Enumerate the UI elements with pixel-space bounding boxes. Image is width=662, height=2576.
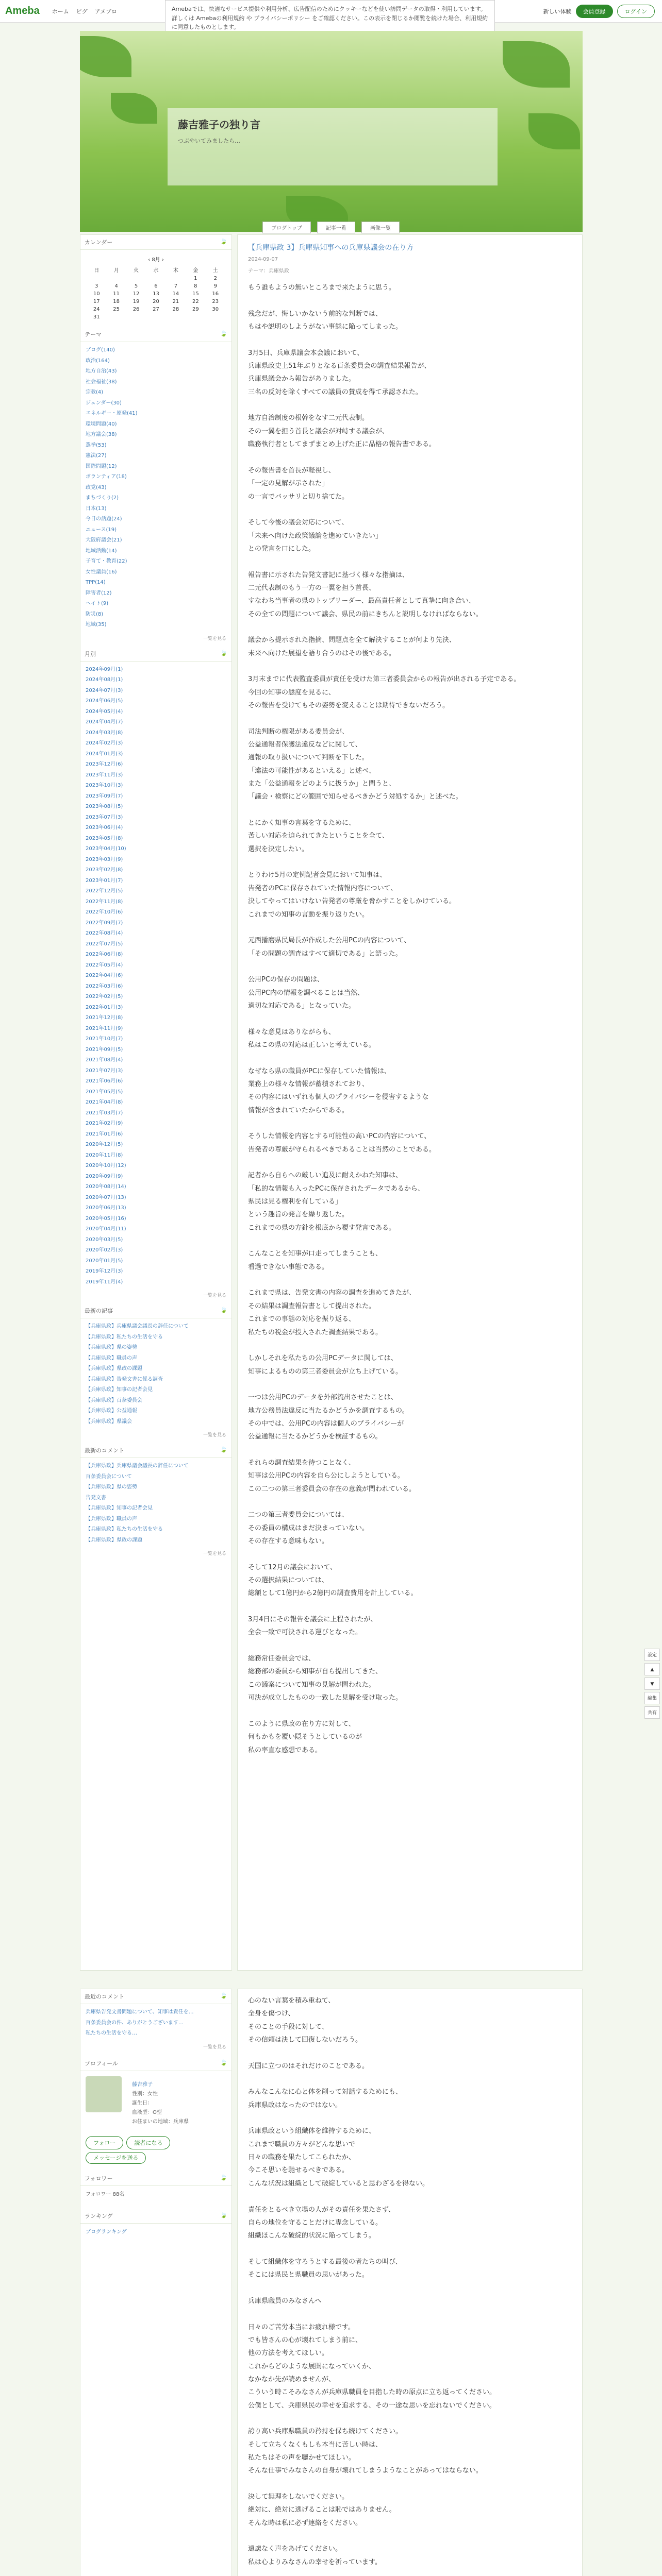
theme-list	[80, 342, 231, 634]
monthly-item[interactable]: 2020年12月(5)	[86, 1142, 123, 1147]
archive-list	[80, 1318, 231, 1430]
monthly-item[interactable]: 2021年03月(7)	[86, 1110, 123, 1116]
left-sidebar	[80, 234, 232, 1971]
recent-item[interactable]: 兵庫県告発文書問題について、知事は責任を…	[86, 2009, 194, 2015]
monthly-more-link[interactable]: 一覧を見る	[203, 1293, 226, 1298]
share-button[interactable]: 共有	[644, 1706, 660, 1719]
calendar-day: 27	[153, 307, 159, 312]
entry-panel	[237, 234, 583, 1971]
leaf-decoration-icon	[80, 36, 131, 77]
message-wrap	[80, 2149, 231, 2166]
calendar-day: 14	[172, 291, 179, 297]
calendar-day: 19	[133, 299, 140, 304]
nav-image-list[interactable]: 画像一覧	[361, 222, 400, 233]
archive-item[interactable]: 【兵庫県政】告発文書に係る調査	[86, 1376, 163, 1382]
left-sidebar-lower	[80, 1989, 232, 2576]
profile-line: 血液型：O型	[132, 2109, 162, 2115]
theme-item[interactable]: 社会福祉(38)	[86, 379, 117, 385]
scroll-down-button[interactable]: ▼	[644, 1677, 660, 1690]
recent-item[interactable]: 百条委員会の件、ありがとうございます…	[86, 2020, 184, 2026]
top-nav	[52, 7, 117, 15]
reader-button[interactable]: 読者になる	[126, 2136, 170, 2149]
message-button[interactable]: メッセージを送る	[86, 2152, 146, 2164]
comments-list	[80, 1458, 231, 1549]
profile-name[interactable]: 藤吉雅子	[132, 2081, 153, 2088]
theme-item[interactable]: ニュース(19)	[86, 527, 117, 533]
calendar-day	[126, 275, 146, 282]
monthly-item[interactable]: 2022年11月(8)	[86, 899, 123, 905]
cookie-text: Amebaでは、快適なサービス提供や利用分析、広告配信のためにクッキーなどを使い訪問データの取得・利用しています。詳しくは Amebaの利用規約 や プライバシーポリシー をご確認ください。この表示を閉じるか閲覧を続けた場合、利用規約に同意したものとします。	[172, 6, 488, 31]
monthly-list	[80, 662, 231, 1291]
calendar-day	[166, 313, 186, 321]
monthly-item[interactable]: 2022年10月(6)	[86, 909, 123, 915]
profile-line: 誕生日：	[132, 2100, 153, 2106]
monthly-item[interactable]: 2024年01月(3)	[86, 751, 123, 757]
archive-item[interactable]: 【兵庫県政】県政の課題	[86, 1366, 142, 1371]
entry-title[interactable]: 【兵庫県政 3】兵庫県知事への兵庫県議会の在り方	[248, 244, 414, 252]
ameba-logo[interactable]: Ameba	[5, 5, 40, 16]
theme-item[interactable]: 地域(35)	[86, 622, 107, 628]
entry-theme[interactable]: テーマ：兵庫県政	[248, 268, 289, 274]
monthly-item[interactable]: 2020年04月(11)	[86, 1226, 126, 1232]
leaf-icon: 🍃	[220, 1307, 227, 1313]
monthly-item[interactable]: 2022年01月(3)	[86, 1004, 123, 1010]
monthly-item[interactable]: 2023年06月(4)	[86, 825, 123, 831]
calendar	[80, 250, 231, 324]
calendar-day	[166, 275, 186, 282]
monthly-item[interactable]: 2022年06月(8)	[86, 952, 123, 957]
calendar-day: 9	[213, 283, 217, 289]
archive-more-link[interactable]: 一覧を見る	[203, 1433, 226, 1438]
recent-list	[80, 2004, 231, 2042]
monthly-item[interactable]: 2022年07月(5)	[86, 941, 123, 947]
entry-panel-lower	[237, 1989, 583, 2576]
blog-subtitle: つぶやいてみましたら…	[178, 138, 240, 144]
profile-line: お住まいの地域：兵庫県	[132, 2119, 189, 2125]
theme-item[interactable]: ヘイト(9)	[86, 601, 109, 606]
monthly-item[interactable]: 2020年11月(8)	[86, 1152, 123, 1158]
title-box	[168, 108, 498, 185]
theme-item[interactable]: 地方議会(38)	[86, 432, 117, 437]
calendar-day: 30	[212, 307, 219, 312]
monthly-item[interactable]: 2023年08月(5)	[86, 804, 123, 809]
monthly-item[interactable]: 2022年09月(7)	[86, 920, 123, 926]
ranking-title: ランキング 🍃	[80, 2209, 231, 2224]
calendar-day: 31	[93, 314, 100, 320]
monthly-item[interactable]: 2024年03月(8)	[86, 730, 123, 736]
archive-item[interactable]: 【兵庫県政】兵庫県議会議長の辞任について	[86, 1324, 189, 1329]
monthly-item[interactable]: 2020年10月(12)	[86, 1163, 126, 1168]
calendar-weekday: 月	[113, 268, 119, 274]
calendar-day: 13	[153, 291, 159, 297]
archive-item[interactable]: 【兵庫県政】私たちの生活を守る	[86, 1334, 163, 1340]
hint-text: 新しい体験	[543, 8, 572, 15]
blog-title[interactable]: 藤吉雅子の独り言	[178, 120, 260, 131]
leaf-icon: 🍃	[220, 2059, 227, 2066]
monthly-item[interactable]: 2023年02月(8)	[86, 867, 123, 873]
calendar-day: 24	[93, 307, 100, 312]
monthly-item[interactable]: 2023年12月(6)	[86, 761, 123, 767]
monthly-item[interactable]: 2020年05月(16)	[86, 1215, 126, 1222]
calendar-day: 15	[192, 291, 199, 297]
calendar-day	[146, 313, 166, 321]
monthly-item[interactable]: 2019年11月(4)	[86, 1279, 123, 1285]
login-button[interactable]: ログイン	[617, 5, 655, 18]
theme-item[interactable]: 地域活動(14)	[86, 548, 117, 554]
monthly-item[interactable]: 2024年05月(4)	[86, 708, 123, 715]
leaf-icon: 🍃	[220, 2174, 227, 2181]
calendar-day: 16	[212, 291, 219, 297]
calendar-day: 5	[134, 283, 138, 289]
comment-item[interactable]: 【兵庫県政】県政の課題	[86, 1537, 142, 1543]
monthly-item[interactable]: 2020年01月(5)	[86, 1258, 123, 1264]
theme-item[interactable]: 防災(8)	[86, 611, 104, 617]
monthly-item[interactable]: 2020年08月(14)	[86, 1184, 126, 1190]
profile-actions	[80, 2136, 231, 2149]
edit-button[interactable]: 編集	[644, 1692, 660, 1704]
calendar-day: 2	[213, 276, 217, 281]
monthly-item[interactable]: 2021年01月(6)	[86, 1131, 123, 1137]
calendar-day: 11	[113, 291, 120, 297]
floating-toolbar	[644, 1649, 660, 1719]
monthly-item[interactable]: 2020年03月(5)	[86, 1236, 123, 1243]
monthly-item[interactable]: 2023年07月(3)	[86, 814, 123, 820]
theme-item[interactable]: 日本(13)	[86, 505, 107, 512]
avatar[interactable]	[86, 2076, 122, 2112]
theme-item[interactable]: TPP(14)	[86, 580, 106, 585]
calendar-weekday: 水	[153, 268, 159, 274]
monthly-item[interactable]: 2023年04月(10)	[86, 846, 126, 852]
calendar-weekday: 木	[173, 268, 178, 274]
follow-button[interactable]: フォロー	[86, 2136, 123, 2149]
nav-blog-top[interactable]: ブログトップ	[262, 222, 311, 233]
comment-item[interactable]: 百条委員会について	[86, 1473, 132, 1480]
monthly-item[interactable]: 2021年12月(8)	[86, 1015, 123, 1021]
monthly-item[interactable]: 2021年06月(6)	[86, 1078, 123, 1084]
calendar-title: カレンダー 🍃	[80, 235, 231, 250]
followers-title: フォロワー 🍃	[80, 2171, 231, 2186]
comment-item[interactable]: 【兵庫県政】職員の声	[86, 1516, 137, 1522]
calendar-day: 20	[153, 299, 159, 304]
comment-item[interactable]: 【兵庫県政】県の姿勢	[86, 1484, 137, 1490]
scroll-up-button[interactable]: ▲	[644, 1663, 660, 1675]
monthly-title: 月別 🍃	[80, 647, 231, 662]
calendar-weekday: 土	[212, 268, 218, 274]
calendar-day	[87, 275, 106, 282]
leaf-icon: 🍃	[220, 1992, 227, 1999]
theme-item[interactable]: 女性議員(16)	[86, 569, 117, 575]
calendar-day: 7	[174, 283, 178, 289]
theme-item[interactable]: 障害者(12)	[86, 590, 112, 596]
monthly-item[interactable]: 2022年04月(6)	[86, 973, 123, 978]
comment-item[interactable]: 【兵庫県政】私たちの生活を守る	[86, 1527, 163, 1532]
comment-item[interactable]: 【兵庫県政】知事の記者会見	[86, 1505, 153, 1511]
monthly-item[interactable]: 2023年09月(7)	[86, 793, 123, 799]
calendar-day: 22	[192, 299, 199, 304]
theme-more-link[interactable]: 一覧を見る	[203, 636, 226, 641]
profile-info	[127, 2076, 194, 2131]
monthly-item[interactable]: 2024年06月(5)	[86, 698, 123, 704]
calendar-day: 26	[133, 307, 140, 312]
monthly-item[interactable]: 2021年11月(9)	[86, 1025, 123, 1031]
theme-item[interactable]: 地方自治(43)	[86, 368, 117, 374]
archive-item[interactable]: 【兵庫県政】知事の記者会見	[86, 1387, 153, 1393]
calendar-day: 29	[192, 307, 199, 312]
calendar-month: ‹ 8月 ›	[148, 257, 164, 263]
theme-title: テーマ 🍃	[80, 327, 231, 342]
archive-item[interactable]: 【兵庫県政】百条委員会	[86, 1397, 142, 1403]
archive-item[interactable]: 【兵庫県政】県の姿勢	[86, 1345, 137, 1350]
monthly-item[interactable]: 2022年12月(5)	[86, 888, 123, 894]
calendar-day: 18	[113, 299, 120, 304]
settings-button[interactable]: 設定	[644, 1649, 660, 1661]
leaf-icon: 🍃	[220, 330, 227, 337]
monthly-item[interactable]: 2024年04月(7)	[86, 719, 123, 725]
calendar-day: 21	[172, 299, 179, 304]
calendar-day: 6	[154, 283, 158, 289]
calendar-day	[186, 313, 205, 321]
calendar-weekday: 金	[193, 268, 198, 274]
theme-item[interactable]: 政治(164)	[86, 358, 110, 364]
monthly-item[interactable]: 2021年08月(4)	[86, 1057, 123, 1063]
theme-item[interactable]: 環境問題(40)	[86, 421, 117, 427]
archive-title: 最新の記事 🍃	[80, 1303, 231, 1318]
calendar-day: 28	[172, 307, 179, 312]
followers-count[interactable]: フォロワー 88名	[86, 2191, 125, 2197]
blog-header	[80, 31, 583, 232]
theme-item[interactable]: ブログ(140)	[86, 347, 115, 353]
monthly-item[interactable]: 2022年03月(6)	[86, 983, 123, 989]
comments-more-link[interactable]: 一覧を見る	[203, 1551, 226, 1556]
recent-more-link[interactable]: 一覧を見る	[203, 2044, 226, 2050]
calendar-day: 12	[133, 291, 140, 297]
monthly-item[interactable]: 2019年12月(3)	[86, 1268, 123, 1274]
monthly-item[interactable]: 2020年06月(13)	[86, 1205, 126, 1211]
theme-item[interactable]: エネルギー・原発(41)	[86, 411, 138, 416]
calendar-day	[106, 275, 126, 282]
monthly-item[interactable]: 2020年09月(9)	[86, 1173, 123, 1179]
nav-pigg[interactable]: ピグ	[76, 8, 88, 15]
monthly-item[interactable]: 2024年02月(3)	[86, 740, 123, 746]
theme-item[interactable]: ジェンダー(30)	[86, 400, 122, 406]
monthly-item[interactable]: 2022年02月(5)	[86, 994, 123, 999]
leaf-decoration-icon	[503, 41, 570, 88]
monthly-item[interactable]: 2022年05月(4)	[86, 962, 123, 968]
theme-item[interactable]: まちづくり(2)	[86, 495, 119, 501]
archive-item[interactable]: 【兵庫県政】職員の声	[86, 1355, 137, 1361]
theme-item[interactable]: 大阪府議会(21)	[86, 537, 122, 543]
monthly-item[interactable]: 2024年08月(1)	[86, 677, 123, 683]
nav-home[interactable]: ホーム	[52, 8, 69, 15]
calendar-day	[106, 313, 126, 321]
monthly-item[interactable]: 2021年05月(5)	[86, 1089, 123, 1095]
nav-ameblo[interactable]: アメブロ	[94, 8, 118, 15]
calendar-day	[126, 313, 146, 321]
archive-item[interactable]: 【兵庫県政】県議会	[86, 1418, 132, 1425]
monthly-item[interactable]: 2022年08月(4)	[86, 930, 123, 936]
theme-item[interactable]: 政党(43)	[86, 484, 107, 490]
calendar-day: 8	[194, 283, 197, 289]
header-nav	[0, 222, 662, 233]
calendar-weekday: 火	[134, 268, 139, 274]
calendar-day	[206, 313, 225, 321]
comment-item[interactable]: 告発文書	[86, 1495, 106, 1501]
calendar-day: 1	[194, 276, 197, 281]
theme-item[interactable]: 宗教(4)	[86, 389, 104, 395]
monthly-item[interactable]: 2020年07月(13)	[86, 1194, 126, 1200]
entry-body: もう誰もようの無いところまで来たように思う。 残念だが、悔しいかないう前的な判断では、 もはや説明のしようがない事態に陥ってしまった。 3月5日、兵庫県議会本会議において、 兵庫県政史上51年ぶりとなる百条委員会の調査結果報告が、 兵庫県議会から報告がありました。 三名の反対を除くすべての議員の賛成を得て承認された。 地方自治制度の根幹をなす二元代表制。 その一翼を担う首長と議会が対峙する議会が、 職務執行者としてまずまとめ上げた正に品格の報告書である。 その報告書を首長が軽視し、 「一定の見解が示された」 の一言でバッサリと切り捨てた。 そして今後の議会対応について、 「未来へ向けた政策議論を進めていきたい」 との発言を口にした。 報告書に示された告発文書記に基づく様々な指摘は、 二元代表制のもう一方の一翼を担う首長、 すなわち当事者の県のトップリーダー、最高責任者として真摯に向き合い、 その全ての問題について議会、県民の前にきちんと説明しなければならない。 議会から提示された指摘、問題点を全て解決することが何より先決、 未来へ向けた展望を語り合うのはその後である。 3月末までに代表監査委員が責任を受けた第三者委員会からの報告が出される予定である。 今回の知事の態度を見るに、 その報告を受けてもその姿勢を変えることは期待できないだろう。 司法判断の権限がある委員会が、 公益通報者保護法違反などに関して、 通報の取り扱いについて判断を下した。 「違法の可能性があるといえる」と述べ、 また「公益通報をどのように扱うか」と問うと、 「議会・検察にどの範囲で知らせるべきかどう対処するか」と述べた。 とにかく知事の言葉を守るために、 苦しい対応を迫られてきたということを全て、 選択を決定したい。 とりわけ5月の定例記者会見において知事は、 告発者のPCに保存されていた情報内容について、 決してやってはいけない告発者の尊厳を脅かすことをしかけている。 これまでの知事の言動を振り返りたい。 元西播磨県民局長が作成した公用PCの内容について、 「その問題の調査はすべて適切である」と語った。 公用PCの保存の問題は、 公用PC内の情報を調べることは当然、 適切な対応である」となっていた。 様々な意見はありながらも、 私はこの県の対応は正しいと考えている。 なぜなら県の職員がPCに保存していた情報は、 業務上の様々な情報が蓄積されており、 その内容にはいずれも個人のプライバシーを侵害するような 情報が含まれていたからである。 そうした情報を内容とする可能性の高いPCの内容について、 告発者の尊厳が守られるべきであることは当然のことである。 記者から自らへの厳しい追及に耐えかねた知事は、 「私的な情報も入ったPCに保存されたデータであるから、 県民は見る権利を有している」 という趣旨の発言を繰り返した。 これまでの県の方針を根底から覆す発言である。 こんなことを知事が口走ってしまうことも、 看過できない事態である。 これまで県は、告発文書の内容の調査を進めてきたが、 その結果は調査報告書として提出された。 これまでの事態の対応を振り返る、 私たちの税金が投入された調査結果である。 しかしそれを私たちの公用PCデータに関しては、 知事によるものの第三者委員会が立ち上げている。 一つは公用PCのデータを外部流出させたことは、 地方公務員法違反に当たるかどうかを調査するもの。 その中では、公用PCの内容は個人のプライバシーが 公益通報に当たるかどうかを検証するもの。 それらの調査結果を待つことなく、 知事は公用PCの内容を自ら公にしようとしている。 この二つの第三者委員会の存在の意義が問われている。 二つの第三者委員会については、 その委員の構成はまだ決まっていない。 その存在する意味もない。 そして12月の議会において、 その選択結果については、 総額として1億円から2億円の調査費用を計上している。 3月4日にその報告を議会に上程されたが、 全会一致で可決される運びとなった。 総務常任委員会では、 総務部の委員から知事が自ら提出してきた、 この議案について知事の見解が問われた。 可決が成立したものの一致した見解を受け取った。 このように県政の在り方に対して、 何もかもを覆い隠そうとしているのが 私の率直な感想である。	[248, 284, 521, 1754]
calendar-weekday: 日	[94, 268, 100, 274]
calendar-day: 17	[93, 299, 100, 304]
monthly-item[interactable]: 2023年11月(3)	[86, 772, 123, 778]
profile-box	[80, 2071, 231, 2136]
theme-item[interactable]: 子育て・教育(22)	[86, 558, 127, 564]
theme-item[interactable]: 今日の話題(24)	[86, 516, 122, 522]
monthly-item[interactable]: 2021年09月(5)	[86, 1046, 123, 1053]
theme-item[interactable]: 選挙(53)	[86, 442, 107, 448]
monthly-item[interactable]: 2023年03月(9)	[86, 856, 123, 862]
monthly-item[interactable]: 2021年04月(8)	[86, 1099, 123, 1105]
recent-item[interactable]: 私たちの生活を守る…	[86, 2030, 137, 2036]
monthly-item[interactable]: 2023年01月(7)	[86, 877, 123, 884]
top-bar-actions	[543, 5, 655, 18]
profile-title: プロフィール 🍃	[80, 2056, 231, 2071]
comment-item[interactable]: 【兵庫県政】兵庫県議会議長の辞任について	[86, 1463, 189, 1469]
monthly-item[interactable]: 2023年10月(3)	[86, 783, 123, 788]
monthly-item[interactable]: 2021年02月(9)	[86, 1121, 123, 1126]
leaf-icon: 🍃	[220, 1446, 227, 1453]
calendar-day: 25	[113, 307, 120, 312]
leaf-decoration-icon	[528, 113, 580, 149]
profile-line: 性別：女性	[132, 2091, 158, 2097]
signup-button[interactable]: 会員登録	[576, 5, 613, 18]
monthly-item[interactable]: 2021年10月(7)	[86, 1036, 123, 1042]
entry-body-continued: 心のない言葉を積み重ねて、 全身を傷つけ、 そのことの手段に対して、 その信頼は決して回復しないだろう。 天国に立つのはそれだけのことである。 みんなこんなに心と体を削って対話するためにも、 兵庫県政はなったのではない。 兵庫県政という組織体を維持するために、 これまで職員の方々がどんな思いで 日々の職務を果たしてこられたか、 今こそ思いを馳せるべきである。 こんな状況は組織として破綻していると思わざるを得ない。 責任をとるべき立場の人がその責任を果たさず、 自らの地位を守ることだけに専念している。 組織ほこんな破綻的状況に陥ってしまう。 そして組織体を守ろうとする最後の者たちの叫び、 そこには県民と県職員の思いがあった。 兵庫県職員のみなさんへ 日々のご苦労本当にお疲れ様です。 でも皆さんの心が壊れてしまう前に、 他の方法を考えてほしい。 これからどのような展開になっていくか、 なかなか先が読めませんが、 こういう時こそみなさんが兵庫県職員を目指した時の原点に立ち返ってください。 公僕として、兵庫県民の幸せを追求する、その一途な思いを忘れないでください。 誇り高い兵庫県職員の矜持を保ち続けてください。 そして立ちくなくもしも本当に苦しい時は、 私たちはその声を聴かせてほしい。 そんな仕事でみなさんの自身が壊れてしまうようなことがあってはならない。 決して無理をしないでください。 絶対に、絶対に逃げることは恥ではありません。 そんな時は私に必ず連絡をください。 遠慮なく声をあげてください。 私は心よりみなさんの幸せを祈っています。	[248, 1997, 496, 2566]
monthly-item[interactable]: 2024年07月(3)	[86, 687, 123, 693]
monthly-item[interactable]: 2020年02月(3)	[86, 1247, 123, 1253]
leaf-icon: 🍃	[220, 238, 227, 245]
monthly-item[interactable]: 2023年05月(8)	[86, 835, 123, 841]
calendar-day: 23	[212, 299, 219, 304]
theme-item[interactable]: 憲法(27)	[86, 453, 107, 459]
entry-date: 2024-09-07	[248, 257, 278, 262]
calendar-table	[87, 265, 225, 321]
comments-title: 最新のコメント 🍃	[80, 1443, 231, 1458]
recent-title: 最近のコメント 🍃	[80, 1989, 231, 2004]
ranking-text[interactable]: ブログランキング	[86, 2229, 127, 2235]
calendar-day: 3	[95, 283, 98, 289]
monthly-item[interactable]: 2024年09月(1)	[86, 666, 123, 672]
archive-item[interactable]: 【兵庫県政】公益通報	[86, 1408, 137, 1414]
calendar-day: 4	[114, 283, 118, 289]
monthly-item[interactable]: 2021年07月(3)	[86, 1067, 123, 1074]
leaf-icon: 🍃	[220, 649, 227, 656]
theme-item[interactable]: ボランティア(18)	[86, 474, 127, 480]
theme-item[interactable]: 国際問題(12)	[86, 463, 117, 469]
calendar-day: 10	[93, 291, 100, 297]
leaf-decoration-icon	[111, 93, 157, 124]
leaf-icon: 🍃	[220, 2211, 227, 2218]
calendar-day	[146, 275, 166, 282]
nav-entry-list[interactable]: 記事一覧	[317, 222, 355, 233]
